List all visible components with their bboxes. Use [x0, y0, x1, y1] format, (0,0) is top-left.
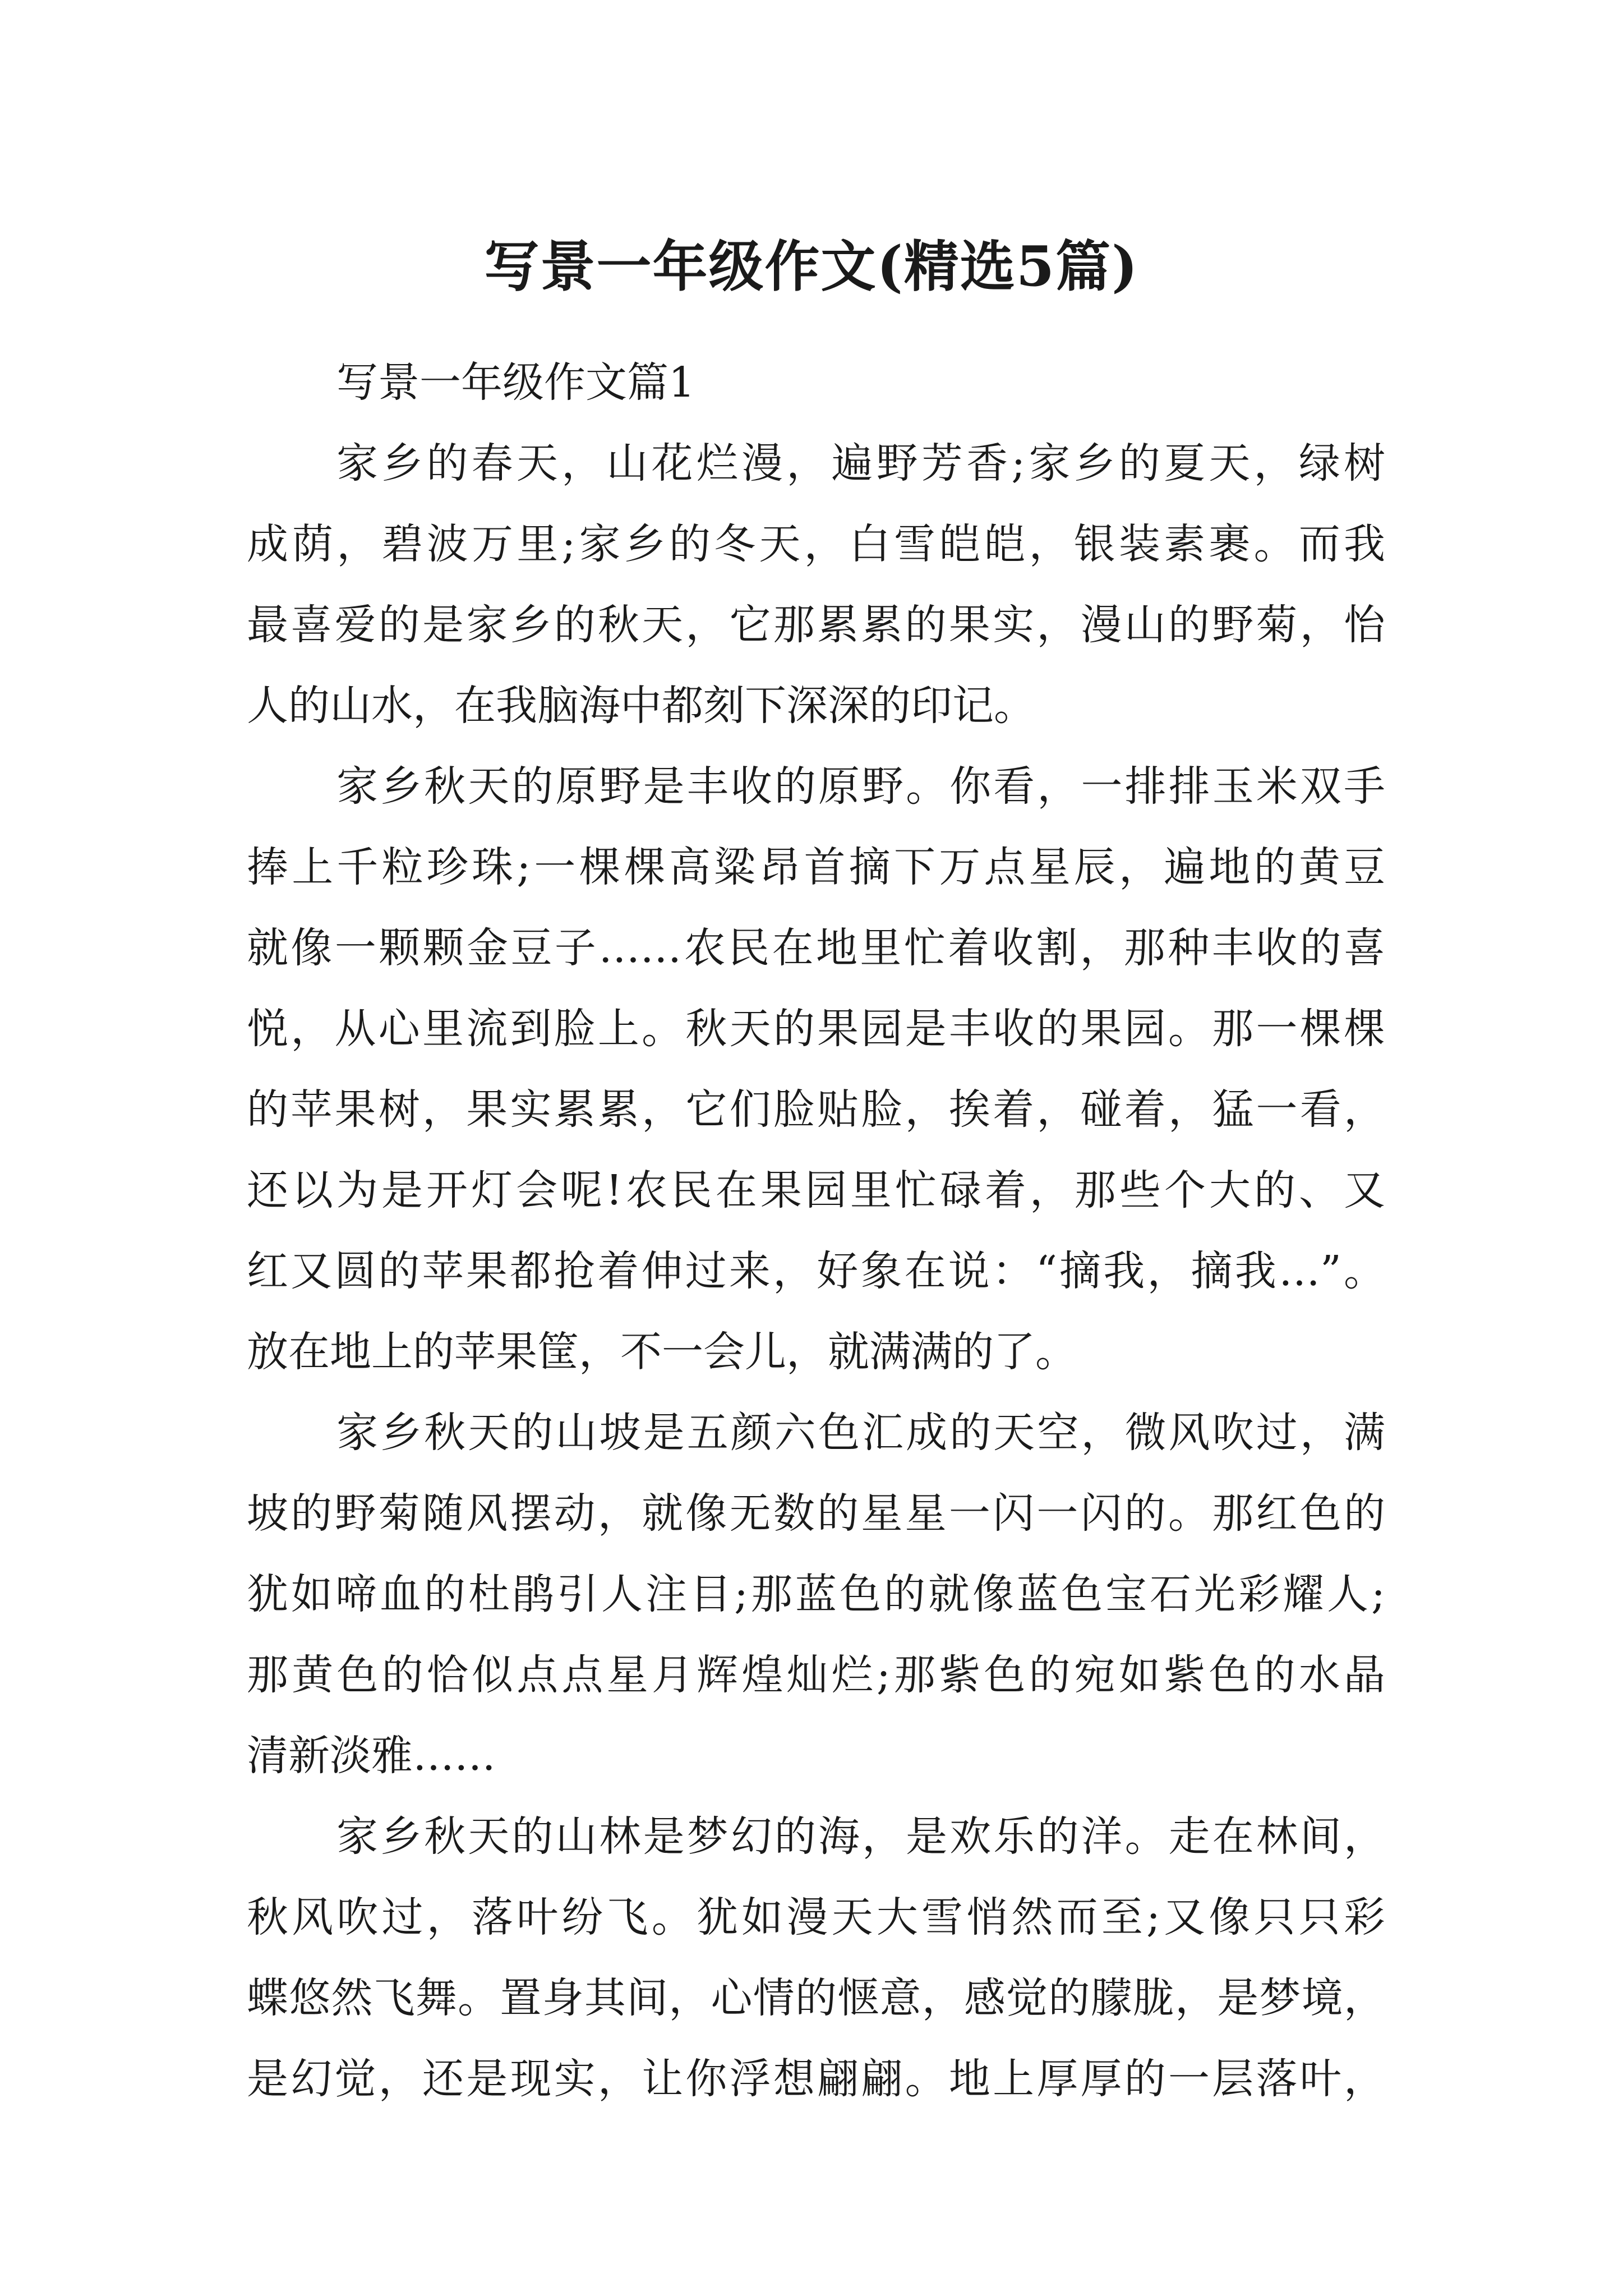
text-line: 放在地上的苹果筐，不一会儿，就满满的了。 [247, 1328, 1077, 1376]
text-line: 家乡秋天的山林是梦幻的海，是欢乐的洋。走在林间， [336, 1812, 1385, 1861]
text-line: 坡的野菊随风摆动，就像无数的星星一闪一闪的。那红色的 [247, 1489, 1385, 1538]
text-line: 家乡秋天的山坡是五颜六色汇成的天空，微风吹过，满 [336, 1409, 1385, 1457]
text-line: 还以为是开灯会呢!农民在果园里忙碌着，那些个大的、又 [247, 1166, 1385, 1214]
document-body [247, 342, 1385, 2119]
text-line: 红又圆的苹果都抢着伸过来，好象在说：“摘我，摘我…”。 [247, 1247, 1385, 1295]
document-title: 写景一年级作文(精选5篇) [484, 234, 1139, 299]
section-heading: 写景一年级作文篇1 [336, 358, 695, 407]
text-line: 犹如啼血的杜鹃引人注目;那蓝色的就像蓝色宝石光彩耀人; [247, 1570, 1385, 1618]
paragraph [247, 423, 1385, 746]
text-line: 悦，从心里流到脸上。秋天的果园是丰收的果园。那一棵棵 [247, 1005, 1385, 1053]
paragraph [247, 746, 1385, 1392]
text-line: 那黄色的恰似点点星月辉煌灿烂;那紫色的宛如紫色的水晶 [247, 1651, 1385, 1699]
text-line: 蝶悠然飞舞。置身其间，心情的惬意，感觉的朦胧，是梦境， [247, 1974, 1385, 2022]
text-line: 是幻觉，还是现实，让你浮想翩翩。地上厚厚的一层落叶， [247, 2055, 1385, 2103]
text-line: 成荫，碧波万里;家乡的冬天，白雪皑皑，银装素裹。而我 [247, 520, 1385, 568]
text-line: 人的山水，在我脑海中都刻下深深的印记。 [247, 682, 1035, 730]
paragraph [247, 1392, 1385, 1796]
text-line: 最喜爱的是家乡的秋天，它那累累的果实，漫山的野菊，怡 [247, 601, 1385, 649]
text-line: 的苹果树，果实累累，它们脸贴脸，挨着，碰着，猛一看， [247, 1085, 1385, 1134]
text-line: 清新淡雅…… [247, 1732, 496, 1780]
text-line: 家乡秋天的原野是丰收的原野。你看，一排排玉米双手 [336, 762, 1385, 811]
text-line: 家乡的春天，山花烂漫，遍野芳香;家乡的夏天，绿树 [336, 439, 1385, 487]
text-line: 就像一颗颗金豆子……农民在地里忙着收割，那种丰收的喜 [247, 924, 1385, 972]
paragraph [247, 1796, 1385, 2119]
text-line: 捧上千粒珍珠;一棵棵高粱昂首摘下万点星辰，遍地的黄豆 [247, 843, 1385, 891]
text-line: 秋风吹过，落叶纷飞。犹如漫天大雪悄然而至;又像只只彩 [247, 1893, 1385, 1941]
